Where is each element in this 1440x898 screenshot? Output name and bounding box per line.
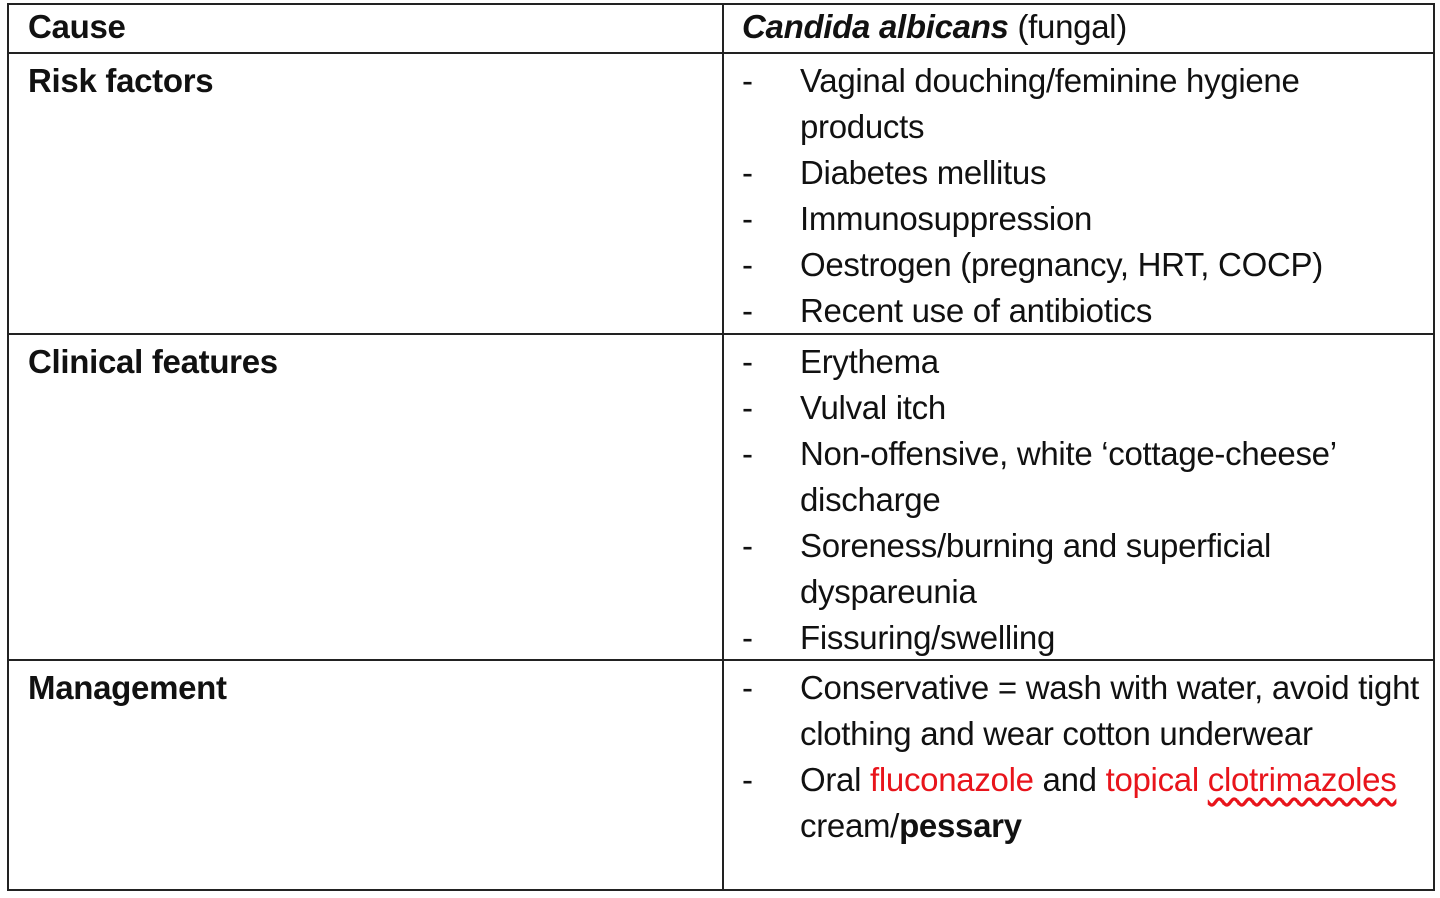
management-list-cell: [742, 665, 1425, 849]
drug-clotrimazoles: clotrimazoles: [1207, 761, 1397, 798]
table-row-risk-factors: [9, 52, 1433, 335]
list-item: - Oestrogen (pregnancy, HRT, COCP): [742, 246, 1323, 283]
management-list: [742, 665, 1425, 849]
list-item: - Vulval itch: [742, 389, 946, 426]
list-item: - Erythema: [742, 343, 939, 380]
pessary-text: pessary: [899, 807, 1022, 844]
clinical-features-list: [742, 339, 1425, 661]
list-item: - Conservative = wash with water, avoid tight clothing and wear cotton underwear: [742, 669, 1419, 752]
row-label-management: Management: [28, 669, 227, 706]
list-item: - Fissuring/swelling: [742, 619, 1056, 656]
list-item: - Diabetes mellitus: [742, 154, 1047, 191]
list-item: - Immunosuppression: [742, 200, 1093, 237]
list-item: - Oral fluconazole and topical clotrimazoles cream/pessary: [742, 761, 1397, 844]
row-label-clinical-features: Clinical features: [28, 343, 278, 380]
cause-organism: Candida albicans: [742, 8, 1009, 45]
list-item: - Recent use of antibiotics: [742, 292, 1153, 329]
cause-value: [742, 4, 1425, 50]
drug-topical: topical: [1105, 761, 1199, 798]
list-item: - Soreness/burning and superficial dyspareunia: [742, 527, 1272, 610]
condition-table: [7, 3, 1435, 891]
drug-fluconazole: fluconazole: [870, 761, 1034, 798]
row-label-cause: Cause: [28, 8, 126, 45]
table-row-management: [9, 659, 1433, 889]
list-item: - Vaginal douching/feminine hygiene products: [742, 62, 1300, 145]
table-row-cause: [9, 5, 1433, 52]
cause-type: (fungal): [1008, 8, 1127, 45]
list-item: - Non-offensive, white ‘cottage-cheese’ discharge: [742, 435, 1336, 518]
row-label-risk-factors: Risk factors: [28, 62, 214, 99]
clinical-features-list-cell: [742, 339, 1425, 661]
risk-factors-list-cell: [742, 58, 1425, 334]
table-row-clinical-features: [9, 333, 1433, 661]
risk-factors-list: [742, 58, 1425, 334]
